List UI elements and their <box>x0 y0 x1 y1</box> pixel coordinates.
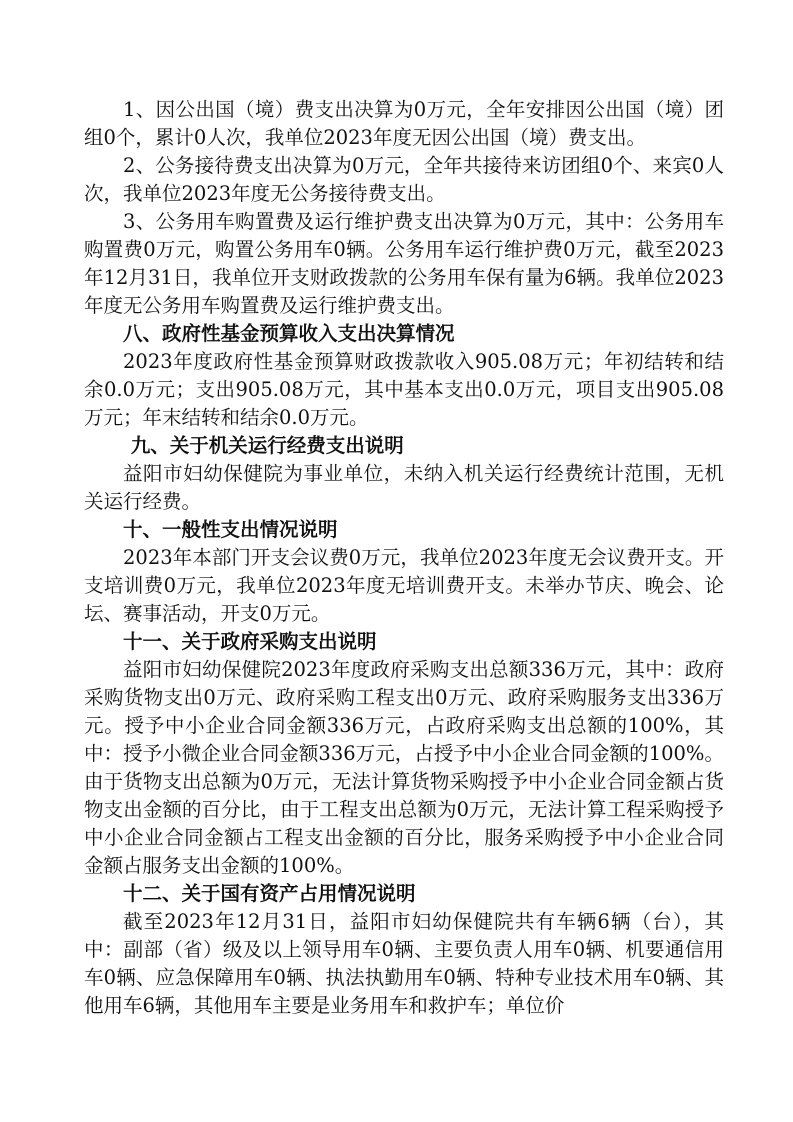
paragraph-overseas-expenses: 1、因公出国（境）费支出决算为0万元，全年安排因公出国（境）团组0个，累计0人次，我单位2023年度无因公出国（境）费支出。 <box>84 98 724 149</box>
paragraph-general-expenses: 2023年本部门开支会议费0万元，我单位2023年度无会议费开支。开支培训费0万元，我单位2023年度无培训费开支。未举办节庆、晚会、论坛、赛事活动，开支0万元。 <box>84 546 724 625</box>
section-heading-9: 九、关于机关运行经费支出说明 <box>130 434 404 457</box>
section-heading-8: 八、政府性基金预算收入支出决算情况 <box>123 322 455 345</box>
paragraph-vehicle-expenses: 3、公务用车购置费及运行维护费支出决算为0万元，其中：公务用车购置费0万元，购置公务用车0辆。公务用车运行维护费0万元，截至2023年12月31日，我单位开支财政拨款的公务用车保有量为6辆。我单位2023年度无公务用车购置费及运行维护费支出。 <box>84 210 724 317</box>
paragraph-reception-expenses: 2、公务接待费支出决算为0万元，全年共接待来访团组0个、来宾0人次，我单位2023年度无公务接待费支出。 <box>84 154 724 205</box>
paragraph-state-assets: 截至2023年12月31日，益阳市妇幼保健院共有车辆6辆（台），其中：副部（省）级及以上领导用车0辆、主要负责人用车0辆、机要通信用车0辆、应急保障用车0辆、执法执勤用车0辆、特种专业技术用车0辆、其他用车6辆，其他用车主要是业务用车和救护车；单位价 <box>84 910 724 1017</box>
section-heading-12: 十二、关于国有资产占用情况说明 <box>123 882 416 905</box>
paragraph-operating-expenses: 益阳市妇幼保健院为事业单位，未纳入机关运行经费统计范围，无机关运行经费。 <box>84 462 724 513</box>
section-heading-10: 十、一般性支出情况说明 <box>123 518 338 541</box>
document-page <box>84 96 724 1020</box>
paragraph-government-fund: 2023年度政府性基金预算财政拨款收入905.08万元；年初结转和结余0.0万元；支出905.08万元，其中基本支出0.0万元，项目支出905.08万元；年末结转和结余0.0万元。 <box>84 350 724 429</box>
section-heading-11: 十一、关于政府采购支出说明 <box>123 630 377 653</box>
paragraph-procurement: 益阳市妇幼保健院2023年度政府采购支出总额336万元，其中：政府采购货物支出0万元、政府采购工程支出0万元、政府采购服务支出336万元。授予中小企业合同金额336万元，占政府采购支出总额的100%，其中：授予小微企业合同金额336万元，占授予中小企业合同金额的100%。由于货物支出总额为0万元，无法计算货物采购授予中小企业合同金额占货物支出金额的百分比，由于工程支出总额为0万元，无法计算工程采购授予中小企业合同金额占工程支出金额的百分比，服务采购授予中小企业合同金额占服务支出金额的100%。 <box>84 658 724 877</box>
